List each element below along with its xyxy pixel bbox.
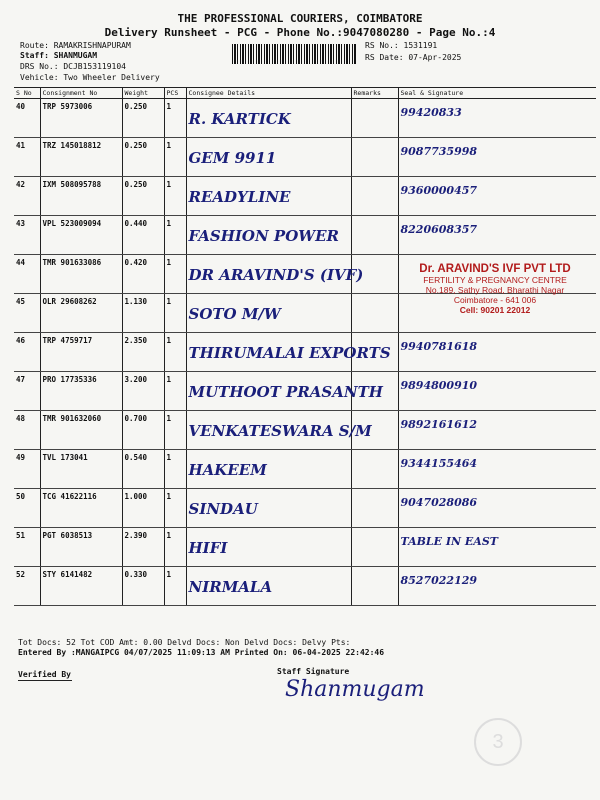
consignee-handwriting: THIRUMALAI EXPORTS <box>188 344 391 362</box>
signature-handwriting: 99420833 <box>400 106 462 119</box>
col-pcs: PCS <box>164 88 186 99</box>
cell-weight: 1.000 <box>122 489 164 528</box>
cell-sno: 50 <box>14 489 40 528</box>
runsheet-table <box>14 87 596 606</box>
clinic-seal <box>395 263 595 315</box>
rs-number: RS No.: 1531191 <box>365 41 438 50</box>
staff-signature-scrawl: Shanmugam <box>285 677 425 702</box>
cell-remarks <box>351 216 398 255</box>
table-row <box>14 333 596 372</box>
col-consignee: Consignee Details <box>186 88 351 99</box>
page-circle-mark: 3 <box>474 718 522 766</box>
cell-consignment: STY 6141482 <box>40 567 122 606</box>
runsheet-subtitle: Delivery Runsheet - PCG - Phone No.:9047080280 - Page No.:4 <box>104 26 496 39</box>
cell-pcs: 1 <box>164 255 186 294</box>
consignee-handwriting: FASHION POWER <box>188 227 340 245</box>
cell-consignment: TCG 41622116 <box>40 489 122 528</box>
cell-signature <box>398 177 596 216</box>
table-row <box>14 99 596 138</box>
consignee-handwriting: VENKATESWARA S/M <box>188 422 372 440</box>
cell-pcs: 1 <box>164 216 186 255</box>
cell-remarks <box>351 567 398 606</box>
cell-weight: 0.700 <box>122 411 164 450</box>
cell-consignment: TVL 173041 <box>40 450 122 489</box>
cell-pcs: 1 <box>164 411 186 450</box>
cell-pcs: 1 <box>164 567 186 606</box>
signature-handwriting: 8527022129 <box>400 574 478 587</box>
cell-sno: 40 <box>14 99 40 138</box>
cell-sno: 47 <box>14 372 40 411</box>
cell-signature <box>398 450 596 489</box>
cell-signature <box>398 333 596 372</box>
cell-consignment: TRZ 145018812 <box>40 138 122 177</box>
cell-remarks <box>351 99 398 138</box>
cell-weight: 0.330 <box>122 567 164 606</box>
cell-remarks <box>351 294 398 333</box>
cell-consignment: TRP 4759717 <box>40 333 122 372</box>
signature-handwriting: 9047028086 <box>400 496 478 509</box>
consignee-handwriting: R. KARTICK <box>188 110 291 128</box>
cell-consignee <box>186 294 351 333</box>
staff-signature-label: Staff Signature <box>277 667 350 676</box>
table-row <box>14 411 596 450</box>
verified-by-line <box>18 680 72 681</box>
cell-sno: 41 <box>14 138 40 177</box>
cell-weight: 0.250 <box>122 138 164 177</box>
table-row <box>14 567 596 606</box>
cell-sno: 42 <box>14 177 40 216</box>
cell-remarks <box>351 528 398 567</box>
cell-consignment: TMR 901632060 <box>40 411 122 450</box>
cell-consignee <box>186 489 351 528</box>
seal-line-4: Coimbatore - 641 006 <box>453 295 537 305</box>
signature-handwriting: 9344155464 <box>400 457 478 470</box>
consignee-handwriting: DR ARAVIND'S (IVF) <box>188 266 364 284</box>
cell-consignment: OLR 29608262 <box>40 294 122 333</box>
signature-handwriting: 9940781618 <box>400 340 478 353</box>
cell-remarks <box>351 489 398 528</box>
cell-remarks <box>351 177 398 216</box>
signature-handwriting: 8220608357 <box>400 223 478 236</box>
cell-weight: 2.390 <box>122 528 164 567</box>
entered-by: Entered By :MANGAIPCG 04/07/2025 11:09:13 AM Printed On: 06-04-2025 22:42:46 <box>18 648 385 657</box>
table-row <box>14 528 596 567</box>
table-row <box>14 450 596 489</box>
consignee-handwriting: HIFI <box>188 539 228 557</box>
staff: Staff: SHANMUGAM <box>20 51 98 60</box>
cell-consignee <box>186 450 351 489</box>
cell-consignee <box>186 99 351 138</box>
cell-consignee <box>186 411 372 450</box>
cell-signature <box>398 99 596 138</box>
cell-sno: 43 <box>14 216 40 255</box>
cell-pcs: 1 <box>164 294 186 333</box>
cell-remarks <box>351 450 398 489</box>
cell-consignee <box>186 255 364 294</box>
consignee-handwriting: READYLINE <box>188 188 291 206</box>
table-row <box>14 216 596 255</box>
col-weight: Weight <box>122 88 164 99</box>
signature-handwriting: 9360000457 <box>400 184 478 197</box>
verified-by-label: Verified By <box>18 670 71 679</box>
cell-consignee <box>186 216 351 255</box>
company-title: THE PROFESSIONAL COURIERS, COIMBATORE <box>177 12 423 25</box>
cell-consignee <box>186 138 351 177</box>
consignee-handwriting: HAKEEM <box>188 461 267 479</box>
signature-handwriting: 9087735998 <box>400 145 478 158</box>
cell-pcs: 1 <box>164 177 186 216</box>
signature-handwriting: 9894800910 <box>400 379 478 392</box>
cell-consignee <box>186 177 351 216</box>
cell-sno: 49 <box>14 450 40 489</box>
cell-weight: 0.420 <box>122 255 164 294</box>
cell-signature <box>398 138 596 177</box>
cell-consignment: IXM 508095788 <box>40 177 122 216</box>
cell-sno: 51 <box>14 528 40 567</box>
consignee-handwriting: NIRMALA <box>188 578 273 596</box>
cell-weight: 0.250 <box>122 177 164 216</box>
cell-consignment: TMR 901633086 <box>40 255 122 294</box>
cell-pcs: 1 <box>164 333 186 372</box>
consignee-handwriting: GEM 9911 <box>188 149 277 167</box>
cell-weight: 0.440 <box>122 216 164 255</box>
col-signature: Seal & Signature <box>398 88 596 99</box>
table-row <box>14 489 596 528</box>
cell-remarks <box>351 138 398 177</box>
cell-weight: 0.250 <box>122 99 164 138</box>
cell-consignee <box>186 333 391 372</box>
totals-summary: Tot Docs: 52 Tot COD Amt: 0.00 Delvd Docs: Non Delvd Docs: Delvy Pts: <box>18 638 351 647</box>
cell-signature <box>398 411 596 450</box>
drs-number: DRS No.: DCJB153119104 <box>20 62 126 71</box>
rs-date: RS Date: 07-Apr-2025 <box>365 53 462 62</box>
cell-pcs: 1 <box>164 138 186 177</box>
cell-pcs: 1 <box>164 489 186 528</box>
seal-line-2: FERTILITY & PREGNANCY CENTRE <box>423 275 567 285</box>
cell-signature <box>398 489 596 528</box>
cell-pcs: 1 <box>164 372 186 411</box>
cell-consignee <box>186 372 383 411</box>
cell-weight: 1.130 <box>122 294 164 333</box>
cell-sno: 52 <box>14 567 40 606</box>
route: Route: RAMAKRISHNAPURAM <box>20 41 131 50</box>
seal-line-1: Dr. ARAVIND'S IVF PVT LTD <box>419 263 571 275</box>
cell-consignment: TRP 5973006 <box>40 99 122 138</box>
cell-pcs: 1 <box>164 99 186 138</box>
barcode <box>232 44 356 64</box>
cell-consignment: PGT 6038513 <box>40 528 122 567</box>
consignee-handwriting: MUTHOOT PRASANTH <box>188 383 383 401</box>
cell-weight: 3.200 <box>122 372 164 411</box>
seal-line-5: Cell: 90201 22012 <box>459 305 531 315</box>
cell-sno: 45 <box>14 294 40 333</box>
col-remarks: Remarks <box>351 88 398 99</box>
seal-line-3: No.189, Sathy Road, Bharathi Nagar <box>425 285 565 295</box>
cell-weight: 0.540 <box>122 450 164 489</box>
cell-consignment: VPL 523009094 <box>40 216 122 255</box>
cell-consignee <box>186 528 351 567</box>
cell-consignee <box>186 567 351 606</box>
cell-pcs: 1 <box>164 528 186 567</box>
col-consignment: Consignment No <box>40 88 122 99</box>
cell-signature <box>398 372 596 411</box>
col-sno: S No <box>14 88 40 99</box>
cell-sno: 48 <box>14 411 40 450</box>
signature-handwriting: TABLE IN EAST <box>400 535 498 548</box>
cell-signature <box>398 528 596 567</box>
cell-sno: 46 <box>14 333 40 372</box>
vehicle: Vehicle: Two Wheeler Delivery <box>20 73 160 82</box>
table-row <box>14 372 596 411</box>
table-row <box>14 138 596 177</box>
consignee-handwriting: SOTO M/W <box>188 305 281 323</box>
cell-pcs: 1 <box>164 450 186 489</box>
cell-sno: 44 <box>14 255 40 294</box>
table-row <box>14 177 596 216</box>
table-header <box>14 88 596 99</box>
cell-signature <box>398 216 596 255</box>
cell-signature <box>398 567 596 606</box>
cell-consignment: PRO 17735336 <box>40 372 122 411</box>
consignee-handwriting: SINDAU <box>188 500 258 518</box>
cell-weight: 2.350 <box>122 333 164 372</box>
signature-handwriting: 9892161612 <box>400 418 478 431</box>
